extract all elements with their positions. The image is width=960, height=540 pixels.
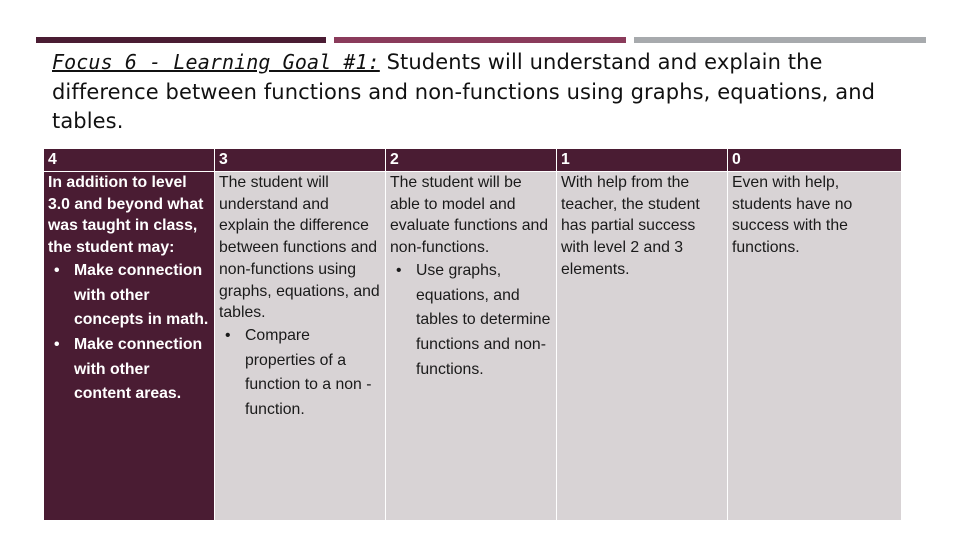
score-header-4: 4 <box>44 149 215 172</box>
score-header-2: 2 <box>386 149 557 172</box>
score-4-bullets <box>48 259 210 407</box>
score-3-bullet: • Compare properties of a function to a non -function. <box>245 324 381 423</box>
score-4-bullet: • Make connection with other concepts in math. <box>74 259 210 333</box>
score-4-bullet: • Make connection with other content areas. <box>74 333 210 407</box>
score-1-text: With help from the teacher, the student has partial success with level 2 and 3 elements. <box>561 174 700 278</box>
score-3-bullets <box>219 324 381 423</box>
score-2-bullets <box>390 259 552 383</box>
learning-goal <box>52 48 912 137</box>
accent-bar-plum <box>334 37 626 43</box>
scoring-rubric-table <box>43 148 902 521</box>
score-header-1: 1 <box>557 149 728 172</box>
score-header-3: 3 <box>215 149 386 172</box>
score-4-intro: In addition to level 3.0 and beyond what was taught in class, the student may: <box>48 174 204 257</box>
rubric-description-row <box>44 172 902 521</box>
accent-bar-gray <box>634 37 926 43</box>
score-1-cell <box>557 172 728 521</box>
score-4-cell <box>44 172 215 521</box>
accent-bar-dark <box>36 37 326 43</box>
score-3-cell <box>215 172 386 521</box>
score-3-intro: The student will understand and explain the difference between functions and non-functions using graphs, equations, and tables. <box>219 174 380 322</box>
learning-goal-text: Students will understand and explain the difference between functions and non-functions using graphs, equations, and tables. <box>52 50 876 133</box>
score-0-cell <box>728 172 902 521</box>
score-2-bullet: • Use graphs, equations, and tables to determine functions and non-functions. <box>416 259 552 383</box>
rubric-header-row <box>44 149 902 172</box>
score-header-0: 0 <box>728 149 902 172</box>
score-2-cell <box>386 172 557 521</box>
learning-goal-label: Focus 6 - Learning Goal #1: <box>52 50 380 74</box>
score-2-intro: The student will be able to model and evaluate functions and non-functions. <box>390 174 549 257</box>
score-0-text: Even with help, students have no success with the functions. <box>732 174 853 257</box>
